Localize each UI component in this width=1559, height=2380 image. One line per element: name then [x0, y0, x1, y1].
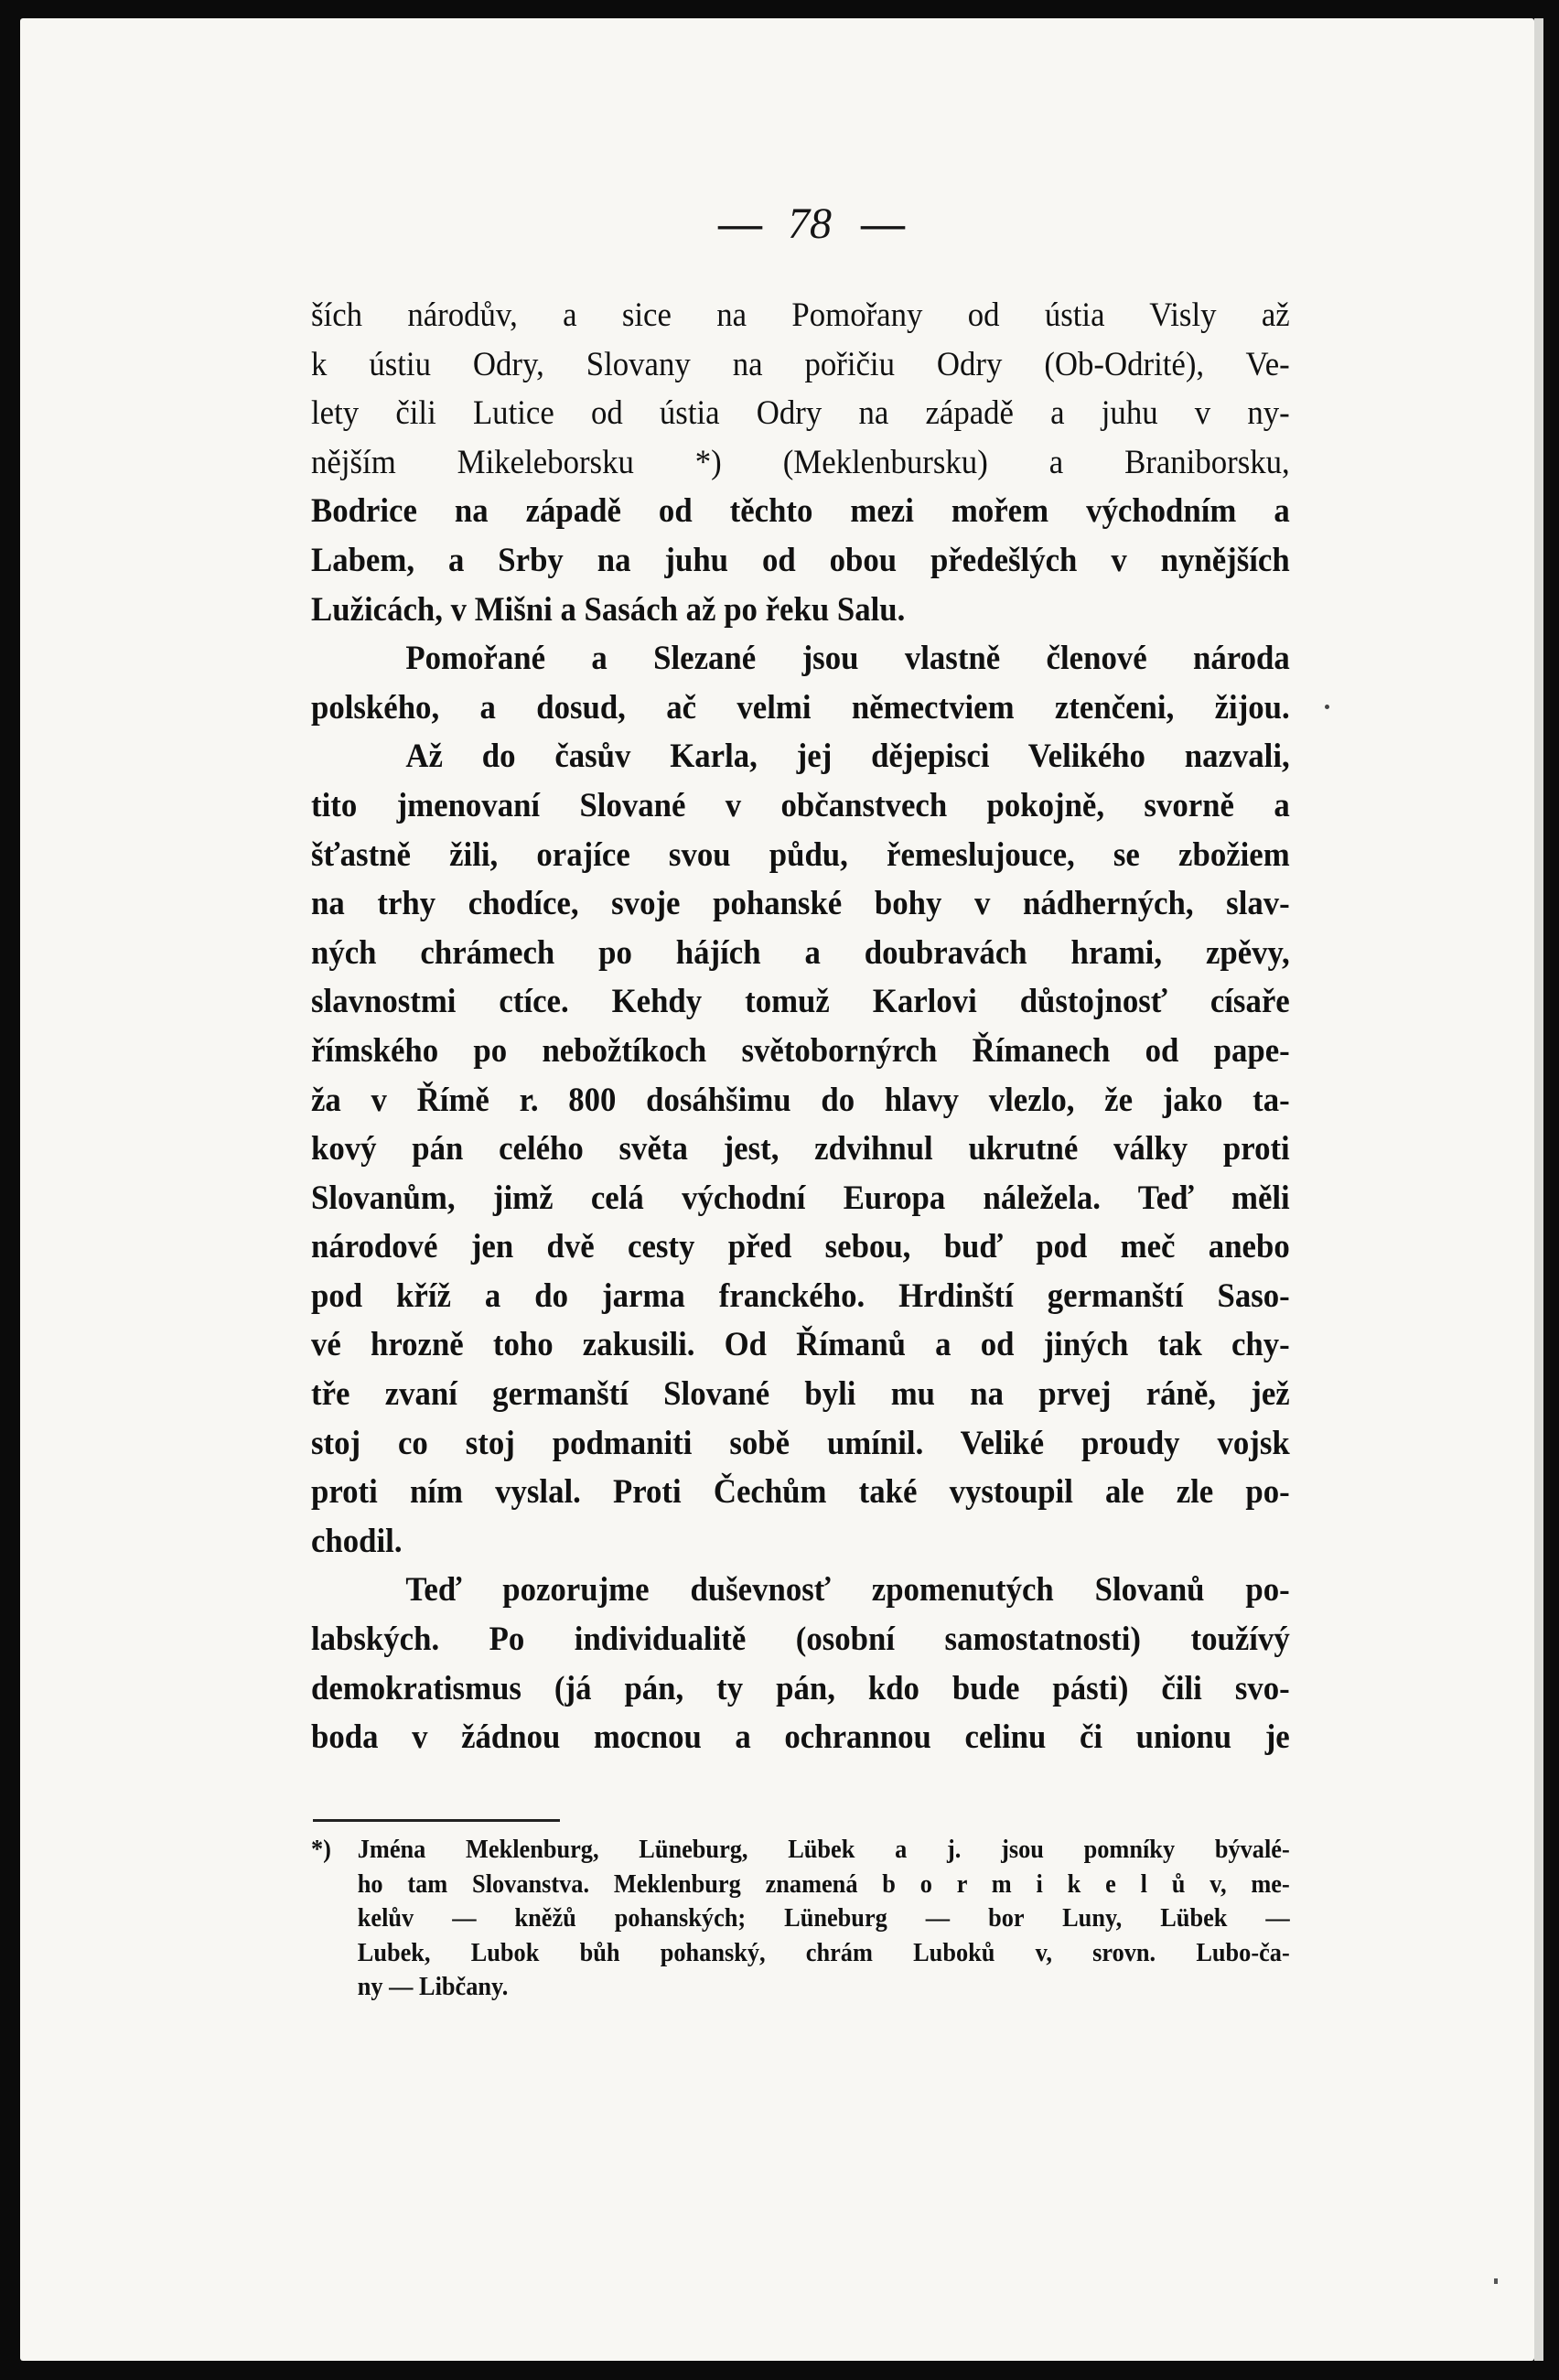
text-line: proti ním vyslal. Proti Čechům také vystoupil ale zle po-	[311, 1473, 1290, 1512]
text-line: šťastně žili, orajíce svou půdu, řemeslujouce, se zbožiem	[311, 835, 1290, 874]
text-line: Bodrice na západě od těchto mezi mořem východním a	[311, 492, 1290, 531]
text-line: Až do časův Karla, jej dějepisci Velikého nazvali,	[405, 738, 1290, 776]
text-line: Slovanům, jimž celá východní Europa náležela. Teď měli	[311, 1179, 1290, 1217]
footnote-line	[311, 1970, 1290, 2005]
speck	[1494, 2278, 1498, 2284]
text-line: pod kříž a do jarma franckého. Hrdinští germanští Saso-	[311, 1276, 1290, 1315]
footnote-line	[311, 1868, 1290, 1902]
footnote-rule	[313, 1819, 560, 1822]
text-line: tře zvaní germanští Slované byli mu na prvej ráně, jež	[311, 1375, 1290, 1414]
text-line: nějším Mikeleborsku *) (Meklenbursku) a Braniborsku,	[311, 443, 1290, 481]
footnote-line	[311, 1901, 1290, 1936]
footnote-text: ho tam Slovanstva. Meklenburg znamená b o r m i k e l ů v, me-	[357, 1869, 1290, 1899]
footnote-line	[311, 1833, 1290, 1868]
footnote	[311, 1833, 1290, 2005]
footnote-text: Lubek, Lubok bůh pohanský, chrám Luboků v, srovn. Lubo-ča-	[357, 1938, 1290, 1967]
text-line: Teď pozorujme duševnosť zpomenutých Slovanů po-	[405, 1571, 1290, 1610]
text-line: boda v žádnou mocnou a ochrannou celinu či unionu je	[311, 1718, 1290, 1757]
header-dash-right: —	[861, 199, 901, 248]
footnote-marker: *)	[311, 1836, 331, 1864]
text-line: ných chrámech po hájích a doubravách hrami, zpěvy,	[311, 933, 1290, 972]
text-line: římského po nebožtíkoch světobornýrch Římanech od pape-	[311, 1031, 1290, 1070]
text-line: k ústiu Odry, Slovany na pořičiu Odry (Ob-Odrité), Ve-	[311, 345, 1290, 383]
text-line: kový pán celého světa jest, zdvihnul ukrutné války proti	[311, 1130, 1290, 1168]
text-line: Labem, a Srby na juhu od obou předešlých v nynějších	[311, 541, 1290, 579]
text-line: chodil.	[311, 1522, 403, 1560]
page-number: 78	[788, 199, 832, 248]
text-line: Pomořané a Slezané jsou vlastně členové národa	[405, 640, 1290, 678]
page-edge	[1534, 18, 1543, 2361]
header-dash-left: —	[718, 199, 758, 248]
footnote-line	[311, 1936, 1290, 1971]
text-line: labských. Po individualitě (osobní samostatnosti) toužívý	[311, 1621, 1290, 1659]
text-line: na trhy chodíce, svoje pohanské bohy v nádherných, slav-	[311, 885, 1290, 923]
footnote-text: kelův — kněžů pohanských; Lüneburg — bor Luny, Lübek —	[357, 1904, 1290, 1933]
text-line: Lužicách, v Mišni a Sasách až po řeku Salu.	[311, 590, 906, 629]
footnote-text: ny — Libčany.	[357, 1973, 509, 2001]
text-line: stoj co stoj podmaniti sobě umínil. Veliké proudy vojsk	[311, 1424, 1290, 1462]
text-line: vé hrozně toho zakusili. Od Římanů a od jiných tak chy-	[311, 1326, 1290, 1364]
text-line: lety čili Lutice od ústia Odry na západě a juhu v ny-	[311, 394, 1290, 433]
speck	[1325, 705, 1329, 709]
footnote-text: Jména Meklenburg, Lüneburg, Lübek a j. jsou pomníky bývalé-	[357, 1836, 1290, 1864]
text-line: ších národův, a sice na Pomořany od ústia Visly až	[311, 296, 1290, 334]
body-text	[311, 291, 1290, 1762]
text-line: polského, a dosud, ač velmi němectviem ztenčeni, žijou.	[311, 688, 1290, 727]
text-line: demokratismus (já pán, ty pán, kdo bude pásti) čili svo-	[311, 1669, 1290, 1707]
page-header	[672, 197, 947, 252]
text-line: ža v Římě r. 800 dosáhšimu do hlavy vlezlo, že jako ta-	[311, 1081, 1290, 1119]
text-line: národové jen dvě cesty před sebou, buď pod meč anebo	[311, 1228, 1290, 1266]
text-line: slavnostmi ctíce. Kehdy tomuž Karlovi důstojnosť císaře	[311, 983, 1290, 1021]
text-line: tito jmenovaní Slované v občanstvech pokojně, svorně a	[311, 786, 1290, 824]
